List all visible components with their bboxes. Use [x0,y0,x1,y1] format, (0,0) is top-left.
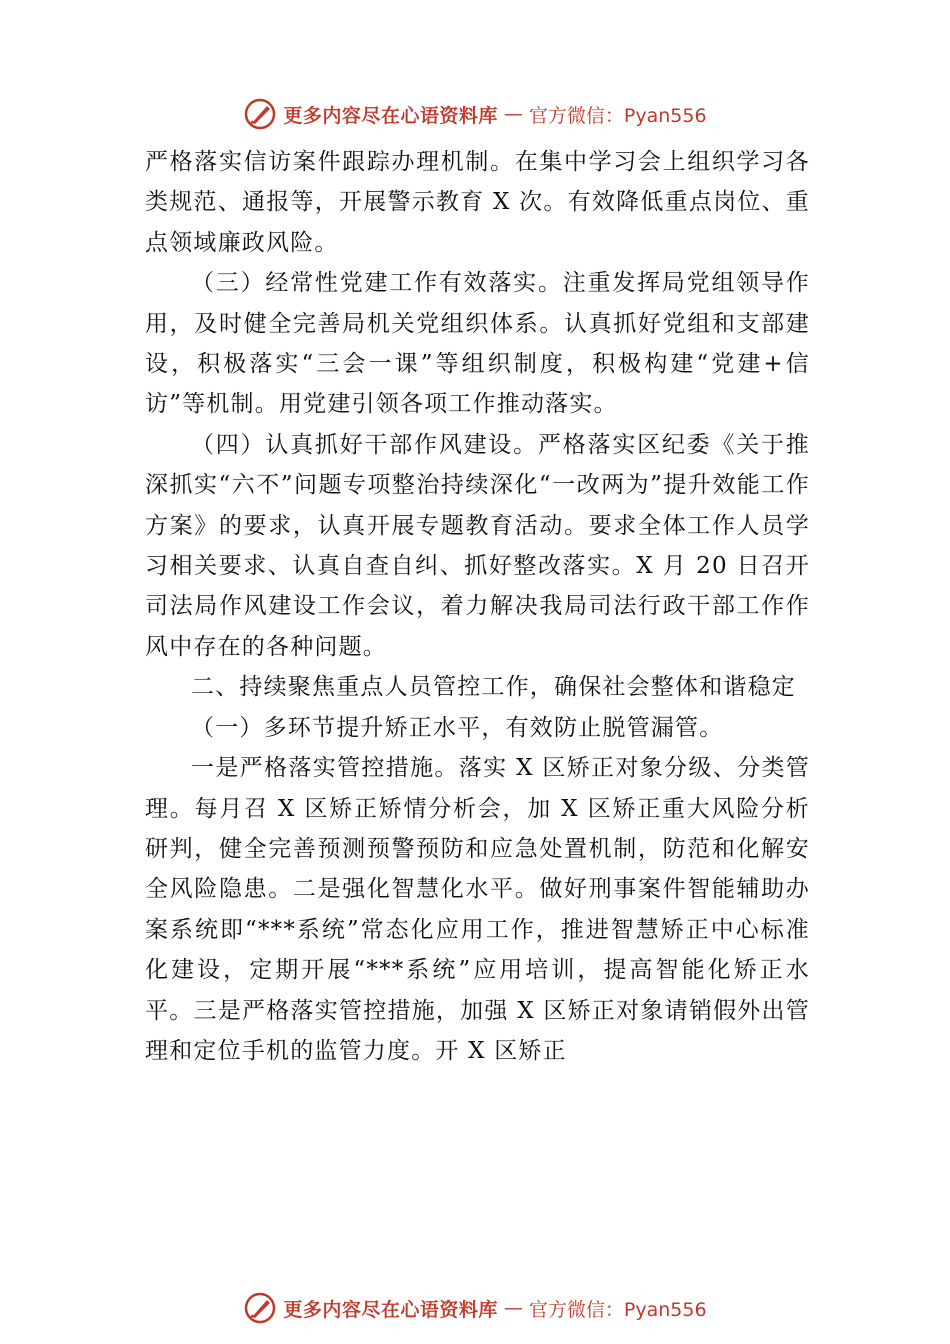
footer-banner [0,1288,950,1328]
document-body [145,142,810,1071]
quill-logo-icon [243,1291,277,1325]
banner-dash: — [503,103,523,125]
banner-wechat: 官方微信：Pyan556 [528,104,707,127]
banner-wechat: 官方微信：Pyan556 [528,1298,707,1321]
paragraph-continuation: 严格落实信访案件跟踪办理机制。在集中学习会上组织学习各类规范、通报等，开展警示教育 X 次。有效降低重点岗位、重点领域廉政风险。 [145,149,810,256]
section-heading-two: 二、持续聚焦重点人员管控工作，确保社会整体和谐稳定 [191,674,796,701]
paragraph-party-building: （三）经常性党建工作有效落实。注重发挥局党组领导作用，及时健全完善局机关党组织体系。认真抓好党组和支部建设，积极落实“三会一课”等组织制度，积极构建“党建+信访”等机制。用党建引领各项工作推动落实。 [145,270,810,418]
quill-logo-icon [243,97,277,131]
banner-title: 更多内容尽在心语资料库 [283,1298,498,1321]
paragraph-correction-measures: 一是严格落实管控措施。落实 X 区矫正对象分级、分类管理。每月召 X 区矫正矫情分析会，加 X 区矫正重大风险分析研判，健全完善预测预警预防和应急处置机制，防范和化解安全风险隐患。二是强化智慧化水平。做好刑事案件智能辅助办案系统即“***系统”常态化应用工作，推进智慧矫正中心标准化建设，定期开展“***系统”应用培训，提高智能化矫正水平。三是严格落实管控措施，加强 X 区矫正对象请销假外出管理和定位手机的监管力度。开 X 区矫正 [145,755,810,1064]
header-banner [0,94,950,134]
paragraph-work-style: （四）认真抓好干部作风建设。严格落实区纪委《关于推深抓实“六不”问题专项整治持续深化“一改两为”提升效能工作方案》的要求，认真开展专题教育活动。要求全体工作人员学习相关要求、认真自查自纠、抓好整改落实。X 月 20 日召开司法局作风建设工作会议，着力解决我局司法行政干部工作作风中存在的各种问题。 [145,431,810,660]
banner-dash: — [503,1297,523,1319]
banner-title: 更多内容尽在心语资料库 [283,104,498,127]
subheading-correction: （一）多环节提升矫正水平，有效防止脱管漏管。 [191,714,724,741]
